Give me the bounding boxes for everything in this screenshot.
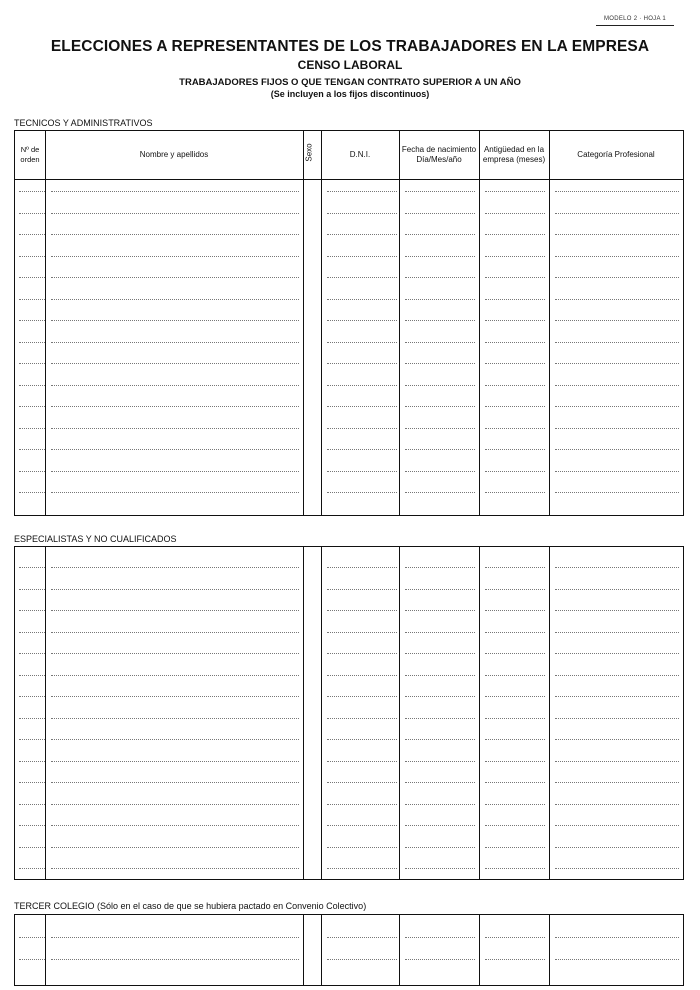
entry-line[interactable] bbox=[405, 868, 475, 869]
entry-line[interactable] bbox=[555, 342, 679, 343]
entry-line[interactable] bbox=[327, 718, 397, 719]
entry-line[interactable] bbox=[405, 653, 475, 654]
entry-line[interactable] bbox=[327, 406, 397, 407]
entry-line[interactable] bbox=[327, 385, 397, 386]
entry-line[interactable] bbox=[555, 847, 679, 848]
entry-line[interactable] bbox=[485, 277, 545, 278]
entry-line[interactable] bbox=[327, 847, 397, 848]
entry-line[interactable] bbox=[51, 675, 299, 676]
entry-line[interactable] bbox=[405, 567, 475, 568]
entry-line[interactable] bbox=[485, 718, 545, 719]
entry-line[interactable] bbox=[51, 589, 299, 590]
entry-line[interactable] bbox=[405, 847, 475, 848]
entry-line[interactable] bbox=[327, 320, 397, 321]
entry-line[interactable] bbox=[555, 589, 679, 590]
entry-line[interactable] bbox=[405, 256, 475, 257]
entry-line[interactable] bbox=[19, 342, 45, 343]
entry-line[interactable] bbox=[51, 825, 299, 826]
table-tecnicos bbox=[14, 130, 684, 516]
entry-line[interactable] bbox=[19, 299, 45, 300]
entry-line[interactable] bbox=[327, 342, 397, 343]
entry-line[interactable] bbox=[405, 234, 475, 235]
entry-line[interactable] bbox=[555, 782, 679, 783]
entry-line[interactable] bbox=[19, 256, 45, 257]
entry-line[interactable] bbox=[19, 959, 45, 960]
entry-line[interactable] bbox=[485, 937, 545, 938]
entry-line[interactable] bbox=[51, 320, 299, 321]
entry-line[interactable] bbox=[51, 191, 299, 192]
entry-line[interactable] bbox=[51, 234, 299, 235]
entry-line[interactable] bbox=[19, 761, 45, 762]
entry-line[interactable] bbox=[405, 761, 475, 762]
entry-line[interactable] bbox=[51, 959, 299, 960]
entry-line[interactable] bbox=[405, 406, 475, 407]
entry-line[interactable] bbox=[555, 449, 679, 450]
entry-line[interactable] bbox=[555, 406, 679, 407]
col-header-sexo: Sexo bbox=[304, 143, 314, 162]
entry-line[interactable] bbox=[19, 610, 45, 611]
entry-line[interactable] bbox=[405, 471, 475, 472]
entry-line[interactable] bbox=[51, 696, 299, 697]
entry-line[interactable] bbox=[327, 277, 397, 278]
entry-line[interactable] bbox=[555, 277, 679, 278]
entry-line[interactable] bbox=[555, 632, 679, 633]
entry-line[interactable] bbox=[19, 406, 45, 407]
entry-line[interactable] bbox=[485, 696, 545, 697]
entry-line[interactable] bbox=[19, 718, 45, 719]
entry-line[interactable] bbox=[405, 492, 475, 493]
entry-line[interactable] bbox=[405, 632, 475, 633]
entry-line[interactable] bbox=[555, 567, 679, 568]
entry-line[interactable] bbox=[405, 299, 475, 300]
entry-line[interactable] bbox=[51, 492, 299, 493]
entry-line[interactable] bbox=[485, 804, 545, 805]
entry-line[interactable] bbox=[327, 675, 397, 676]
entry-line[interactable] bbox=[485, 761, 545, 762]
entry-line[interactable] bbox=[405, 213, 475, 214]
entry-line[interactable] bbox=[405, 739, 475, 740]
entry-line[interactable] bbox=[327, 761, 397, 762]
entry-line[interactable] bbox=[51, 385, 299, 386]
entry-line[interactable] bbox=[51, 299, 299, 300]
entry-line[interactable] bbox=[327, 492, 397, 493]
table-especialistas bbox=[14, 546, 684, 880]
entry-line[interactable] bbox=[327, 782, 397, 783]
entry-line[interactable] bbox=[327, 449, 397, 450]
entry-line[interactable] bbox=[327, 696, 397, 697]
entry-line[interactable] bbox=[555, 739, 679, 740]
entry-line[interactable] bbox=[19, 675, 45, 676]
entry-line[interactable] bbox=[485, 256, 545, 257]
entry-line[interactable] bbox=[485, 492, 545, 493]
page-note: (Se incluyen a los fijos discontinuos) bbox=[270, 89, 430, 99]
entry-line[interactable] bbox=[405, 342, 475, 343]
entry-line[interactable] bbox=[51, 342, 299, 343]
section-title-tecnicos: TECNICOS Y ADMINISTRATIVOS bbox=[14, 118, 153, 128]
entry-line[interactable] bbox=[51, 363, 299, 364]
entry-line[interactable] bbox=[485, 567, 545, 568]
form-code: MODELO 2 · HOJA 1 bbox=[596, 14, 674, 26]
entry-line[interactable] bbox=[327, 959, 397, 960]
entry-line[interactable] bbox=[485, 868, 545, 869]
entry-line[interactable] bbox=[19, 320, 45, 321]
entry-line[interactable] bbox=[555, 213, 679, 214]
entry-line[interactable] bbox=[555, 256, 679, 257]
entry-line[interactable] bbox=[405, 449, 475, 450]
entry-line[interactable] bbox=[327, 739, 397, 740]
entry-line[interactable] bbox=[51, 471, 299, 472]
entry-line[interactable] bbox=[405, 610, 475, 611]
entry-line[interactable] bbox=[327, 653, 397, 654]
entry-line[interactable] bbox=[51, 449, 299, 450]
entry-line[interactable] bbox=[327, 868, 397, 869]
entry-line[interactable] bbox=[327, 428, 397, 429]
entry-line[interactable] bbox=[485, 213, 545, 214]
entry-line[interactable] bbox=[555, 299, 679, 300]
entry-line[interactable] bbox=[485, 782, 545, 783]
entry-line[interactable] bbox=[19, 739, 45, 740]
entry-line[interactable] bbox=[51, 428, 299, 429]
entry-line[interactable] bbox=[19, 825, 45, 826]
entry-line[interactable] bbox=[51, 610, 299, 611]
entry-line[interactable] bbox=[485, 428, 545, 429]
entry-line[interactable] bbox=[485, 825, 545, 826]
entry-line[interactable] bbox=[555, 653, 679, 654]
entry-line[interactable] bbox=[19, 567, 45, 568]
entry-line[interactable] bbox=[485, 632, 545, 633]
entry-line[interactable] bbox=[555, 492, 679, 493]
entry-line[interactable] bbox=[555, 428, 679, 429]
entry-line[interactable] bbox=[19, 696, 45, 697]
entry-line[interactable] bbox=[555, 718, 679, 719]
entry-line[interactable] bbox=[19, 492, 45, 493]
entry-line[interactable] bbox=[485, 385, 545, 386]
entry-line[interactable] bbox=[51, 804, 299, 805]
entry-line[interactable] bbox=[327, 937, 397, 938]
entry-line[interactable] bbox=[405, 363, 475, 364]
entry-line[interactable] bbox=[555, 696, 679, 697]
entry-line[interactable] bbox=[51, 782, 299, 783]
entry-line[interactable] bbox=[51, 847, 299, 848]
page-heading: TRABAJADORES FIJOS O QUE TENGAN CONTRATO SUPERIOR A UN AÑO bbox=[179, 77, 521, 88]
entry-line[interactable] bbox=[327, 471, 397, 472]
entry-line[interactable] bbox=[327, 825, 397, 826]
entry-line[interactable] bbox=[405, 320, 475, 321]
entry-line[interactable] bbox=[327, 567, 397, 568]
entry-line[interactable] bbox=[485, 320, 545, 321]
page-subtitle: CENSO LABORAL bbox=[297, 58, 403, 72]
page-title: ELECCIONES A REPRESENTANTES DE LOS TRABAJADORES EN LA EMPRESA bbox=[50, 38, 650, 55]
entry-line[interactable] bbox=[19, 937, 45, 938]
entry-line[interactable] bbox=[555, 825, 679, 826]
entry-line[interactable] bbox=[51, 937, 299, 938]
entry-line[interactable] bbox=[555, 191, 679, 192]
entry-line[interactable] bbox=[327, 589, 397, 590]
entry-line[interactable] bbox=[485, 449, 545, 450]
entry-line[interactable] bbox=[485, 406, 545, 407]
entry-line[interactable] bbox=[405, 675, 475, 676]
entry-line[interactable] bbox=[19, 234, 45, 235]
table-tercer-colegio bbox=[14, 914, 684, 986]
entry-line[interactable] bbox=[51, 632, 299, 633]
entry-line[interactable] bbox=[485, 675, 545, 676]
entry-line[interactable] bbox=[405, 428, 475, 429]
entry-line[interactable] bbox=[555, 761, 679, 762]
header-divider bbox=[15, 179, 683, 180]
entry-line[interactable] bbox=[327, 804, 397, 805]
entry-line[interactable] bbox=[485, 739, 545, 740]
entry-line[interactable] bbox=[485, 191, 545, 192]
entry-line[interactable] bbox=[405, 804, 475, 805]
entry-line[interactable] bbox=[555, 868, 679, 869]
entry-line[interactable] bbox=[51, 718, 299, 719]
entry-line[interactable] bbox=[485, 959, 545, 960]
entry-line[interactable] bbox=[327, 256, 397, 257]
entry-line[interactable] bbox=[485, 234, 545, 235]
entry-line[interactable] bbox=[555, 363, 679, 364]
entry-line[interactable] bbox=[327, 234, 397, 235]
section-title-especialistas: ESPECIALISTAS Y NO CUALIFICADOS bbox=[14, 534, 177, 544]
entry-line[interactable] bbox=[555, 471, 679, 472]
entry-line[interactable] bbox=[485, 653, 545, 654]
entry-line[interactable] bbox=[405, 782, 475, 783]
entry-line[interactable] bbox=[555, 959, 679, 960]
entry-line[interactable] bbox=[555, 937, 679, 938]
entry-line[interactable] bbox=[19, 385, 45, 386]
entry-line[interactable] bbox=[485, 342, 545, 343]
col-header-categoria: Categoría Profesional bbox=[577, 150, 655, 159]
entry-line[interactable] bbox=[327, 610, 397, 611]
entry-line[interactable] bbox=[405, 718, 475, 719]
entry-line[interactable] bbox=[327, 191, 397, 192]
entry-line[interactable] bbox=[405, 385, 475, 386]
entry-line[interactable] bbox=[405, 589, 475, 590]
entry-line[interactable] bbox=[19, 471, 45, 472]
entry-line[interactable] bbox=[405, 191, 475, 192]
col-header-antiguedad: Antigüedad en la empresa (meses) bbox=[482, 145, 546, 164]
entry-line[interactable] bbox=[51, 213, 299, 214]
entry-line[interactable] bbox=[51, 653, 299, 654]
entry-line[interactable] bbox=[555, 675, 679, 676]
entry-line[interactable] bbox=[327, 632, 397, 633]
entry-line[interactable] bbox=[51, 277, 299, 278]
col-header-birth: Fecha de nacimiento Día/Mes/año bbox=[401, 145, 477, 164]
entry-line[interactable] bbox=[405, 959, 475, 960]
entry-line[interactable] bbox=[555, 234, 679, 235]
entry-line[interactable] bbox=[51, 739, 299, 740]
section-title-tercer-colegio: TERCER COLEGIO (Sólo en el caso de que se hubiera pactado en Convenio Colectivo) bbox=[14, 901, 367, 911]
entry-line[interactable] bbox=[555, 804, 679, 805]
entry-line[interactable] bbox=[405, 277, 475, 278]
entry-line[interactable] bbox=[405, 825, 475, 826]
entry-line[interactable] bbox=[485, 847, 545, 848]
entry-line[interactable] bbox=[327, 213, 397, 214]
entry-line[interactable] bbox=[555, 385, 679, 386]
entry-line[interactable] bbox=[19, 191, 45, 192]
entry-line[interactable] bbox=[327, 299, 397, 300]
entry-line[interactable] bbox=[19, 868, 45, 869]
entry-line[interactable] bbox=[485, 610, 545, 611]
col-header-num: Nº de orden bbox=[20, 145, 40, 164]
entry-line[interactable] bbox=[555, 320, 679, 321]
entry-line[interactable] bbox=[19, 363, 45, 364]
entry-line[interactable] bbox=[485, 589, 545, 590]
entry-line[interactable] bbox=[19, 428, 45, 429]
entry-line[interactable] bbox=[327, 363, 397, 364]
entry-line[interactable] bbox=[485, 471, 545, 472]
col-header-dni: D.N.I. bbox=[349, 150, 371, 159]
entry-line[interactable] bbox=[51, 567, 299, 568]
entry-line[interactable] bbox=[19, 847, 45, 848]
entry-line[interactable] bbox=[51, 256, 299, 257]
entry-line[interactable] bbox=[405, 696, 475, 697]
entry-line[interactable] bbox=[51, 868, 299, 869]
entry-line[interactable] bbox=[405, 937, 475, 938]
entry-line[interactable] bbox=[485, 299, 545, 300]
entry-line[interactable] bbox=[19, 449, 45, 450]
entry-line[interactable] bbox=[51, 406, 299, 407]
entry-line[interactable] bbox=[19, 277, 45, 278]
entry-line[interactable] bbox=[485, 363, 545, 364]
entry-line[interactable] bbox=[19, 589, 45, 590]
entry-line[interactable] bbox=[19, 782, 45, 783]
entry-line[interactable] bbox=[19, 804, 45, 805]
entry-line[interactable] bbox=[555, 610, 679, 611]
entry-line[interactable] bbox=[19, 213, 45, 214]
entry-line[interactable] bbox=[19, 653, 45, 654]
entry-line[interactable] bbox=[51, 761, 299, 762]
col-header-name: Nombre y apellidos bbox=[139, 150, 209, 159]
entry-line[interactable] bbox=[19, 632, 45, 633]
